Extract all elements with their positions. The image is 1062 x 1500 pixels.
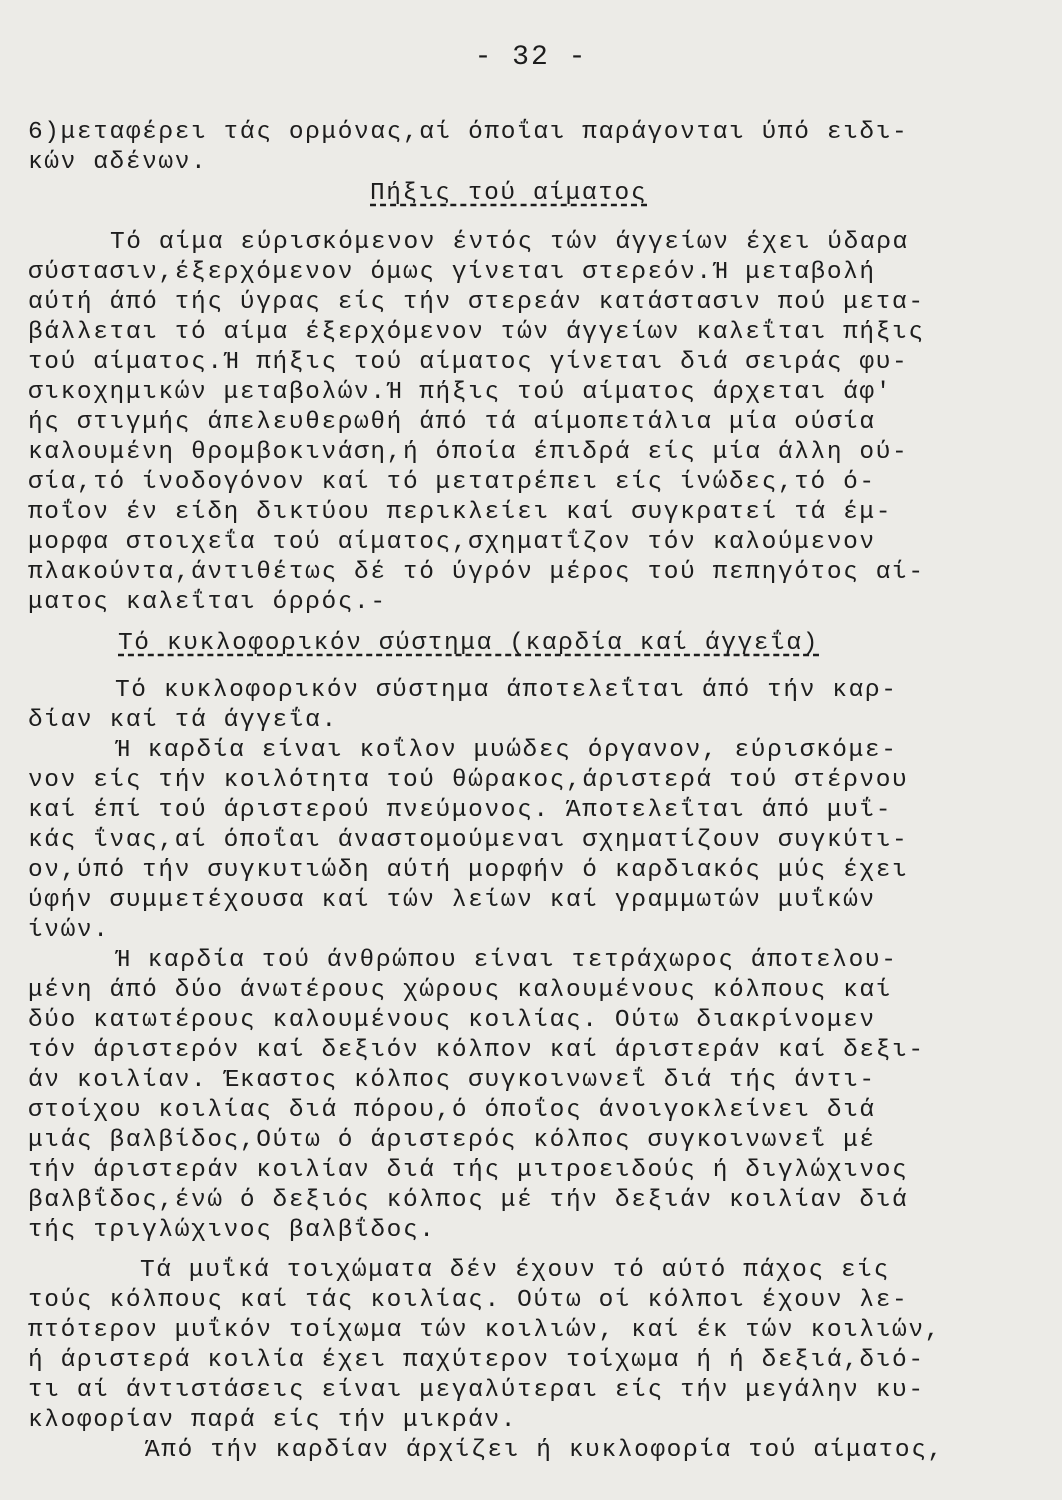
text-line: τούς κόλπους καί τάς κοιλίας. Ούτω οί κόλποι έχουν λε- <box>28 1287 909 1314</box>
text-line: πτότερον μυΐκόν τοίχωμα τών κοιλιών, καί έκ τών κοιλιών, <box>28 1317 941 1344</box>
text-line: κών αδένων. <box>28 149 208 176</box>
text-line: στοίχου κοιλίας διά πόρου,ό όποΐος άνοιγοκλείνει διά <box>28 1097 876 1124</box>
text-line: δύο κατωτέρους καλουμένους κοιλίας. Ούτω διακρίνομεν <box>28 1007 876 1034</box>
section-heading-circulatory-system: Τό κυκλοφορικόν σύστημα (καρδία καί άγγεΐα) <box>118 630 820 657</box>
text-line: ποΐον έν είδη δικτύου περικλείει καί συγκρατεί τά έμ- <box>28 499 893 526</box>
text-line: Τό αίμα εύρισκόμενον έντός τών άγγείων έχει ύδαρα <box>110 229 909 256</box>
text-line: ύφήν συμμετέχουσα καί τών λείων καί γραμμωτών μυΐκών <box>28 887 876 914</box>
text-line: σύστασιν,έξερχόμενον όμως γίνεται στερεόν.Ή μεταβολή <box>28 259 876 286</box>
text-line: Τά μυΐκά τοιχώματα δέν έχουν τό αύτό πάχος είς <box>140 1257 890 1284</box>
text-line: ον,ύπό τήν συγκυτιώδη αύτή μορφήν ό καρδιακός μύς έχει <box>28 857 909 884</box>
text-line: κάς ΐνας,αί όποΐαι άναστομούμεναι σχηματίζουν συγκύτι- <box>28 827 909 854</box>
text-line: κλοφορίαν παρά είς τήν μικράν. <box>28 1407 518 1434</box>
text-line: ή άριστερά κοιλία έχει παχύτερον τοίχωμα ή ή δεξιά,διό- <box>28 1347 925 1374</box>
text-line: Ή καρδία τού άνθρώπου είναι τετράχωρος άποτελου- <box>115 947 898 974</box>
text-line: τι αί άντιστάσεις είναι μεγαλύτεραι είς τήν μεγάλην κυ- <box>28 1377 925 1404</box>
text-line: ίνών. <box>28 917 110 944</box>
text-line: δίαν καί τά άγγεΐα. <box>28 707 338 734</box>
text-line: Τό κυκλοφορικόν σύστημα άποτελεΐται άπό τήν καρ- <box>115 677 898 704</box>
text-line: άν κοιλίαν. Έκαστος κόλπος συγκοινωνεΐ διά τής άντι- <box>28 1067 876 1094</box>
text-line: βαλβΐδος,ένώ ό δεξιός κόλπος μέ τήν δεξιάν κοιλίαν διά <box>28 1187 909 1214</box>
page-number: - 32 - <box>474 42 588 73</box>
text-line: ής στιγμής άπελευθερωθή άπό τά αίμοπετάλια μία ούσία <box>28 409 876 436</box>
text-line: τήν άριστεράν κοιλίαν διά τής μιτροειδούς ή διγλώχινος <box>28 1157 909 1184</box>
text-line: σία,τό ίνοδογόνον καί τό μετατρέπει είς ίνώδες,τό ό- <box>28 469 876 496</box>
text-line: τού αίματος.Ή πήξις τού αίματος γίνεται διά σειράς φυ- <box>28 349 909 376</box>
text-line: πλακούντα,άντιθέτως δέ τό ύγρόν μέρος τού πεπηγότος αί- <box>28 559 925 586</box>
text-line: καλουμένη θρομβοκινάση,ή όποία έπιδρά είς μία άλλη ού- <box>28 439 909 466</box>
text-line: μιάς βαλβίδος,Ούτω ό άριστερός κόλπος συγκοινωνεΐ μέ <box>28 1127 876 1154</box>
text-line: καί έπί τού άριστερού πνεύμονος. Άποτελεΐται άπό μυΐ- <box>28 797 893 824</box>
text-line: ματος καλεΐται όρρός.- <box>28 589 387 616</box>
section-heading-blood-clotting: Πήξις τού αίματος <box>370 180 648 207</box>
text-line: τόν άριστερόν καί δεξιόν κόλπον καί άριστεράν καί δεξι- <box>28 1037 925 1064</box>
text-line: Ή καρδία είναι κοΐλον μυώδες όργανον, εύρισκόμε- <box>115 737 898 764</box>
text-line: Άπό τήν καρδίαν άρχίζει ή κυκλοφορία τού αίματος, <box>145 1437 944 1464</box>
text-line: βάλλεται τό αίμα έξερχόμενον τών άγγείων καλεΐται πήξις <box>28 319 925 346</box>
text-line: αύτή άπό τής ύγρας είς τήν στερεάν κατάστασιν πού μετα- <box>28 289 925 316</box>
text-line: σικοχημικών μεταβολών.Ή πήξις τού αίματος άρχεται άφ' <box>28 379 893 406</box>
text-line: μένη άπό δύο άνωτέρους χώρους καλουμένους κόλπους καί <box>28 977 893 1004</box>
text-line: νον είς τήν κοιλότητα τού θώρακος,άριστερά τού στέρνου <box>28 767 909 794</box>
text-line: 6)μεταφέρει τάς ορμόνας,αί όποΐαι παράγονται ύπό ειδι- <box>28 119 909 146</box>
text-line: μορφα στοιχεΐα τού αίματος,σχηματΐζον τόν καλούμενον <box>28 529 876 556</box>
text-line: τής τριγλώχινος βαλβΐδος. <box>28 1217 436 1244</box>
